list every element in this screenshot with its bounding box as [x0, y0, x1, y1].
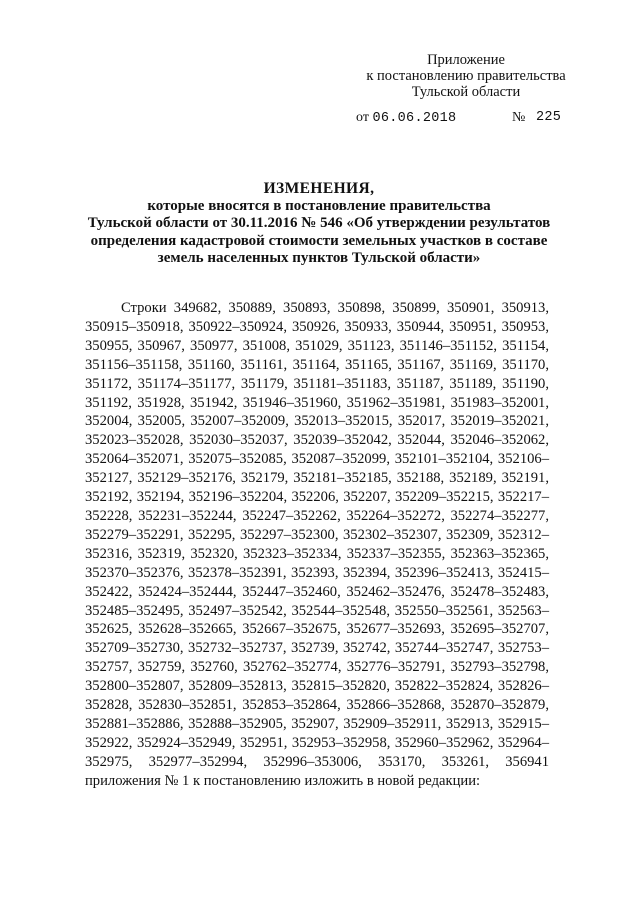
resolution-number: 225 — [536, 110, 562, 125]
title-line-3: Тульской области от 30.11.2016 № 546 «Об утверждении результатов — [87, 215, 551, 232]
number-sign: № — [512, 110, 526, 125]
document-body — [85, 299, 549, 791]
document-title — [60, 180, 578, 268]
appendix-reference-line: к постановлению правительства — [366, 68, 566, 84]
paragraph-ending: приложения № 1 к постановлению изложить в новой редакции: — [85, 772, 481, 789]
title-line-5: земель населенных пунктов Тульской области» — [157, 250, 481, 267]
title-heading: ИЗМЕНЕНИЯ, — [263, 180, 375, 197]
date-prefix: от — [356, 110, 369, 125]
title-line-4: определения кадастровой стоимости земельных участков в составе — [90, 232, 548, 249]
date-number-line — [356, 110, 566, 126]
appendix-region-line: Тульской области — [411, 84, 521, 100]
title-line-2: которые вносятся в постановление правительства — [147, 197, 491, 214]
resolution-date: 06.06.2018 — [372, 111, 457, 126]
appendix-header — [330, 52, 602, 100]
row-list-paragraph: Строки 349682, 350889, 350893, 350898, 350899, 350901, 350913, 350915–350918, 350922–350924, 350926, 350933, 350944, 350951, 350953, 350955, 350967, 350977, 351008, 351029, 351123, 351146–351152, 351154, 351156–351158, 351160, 351161, 351164, 351165, 351167, 351169, 351170, 351172, 351174–351177, 351179, 351181–351183, 351187, 351189, 351190, 351192, 351928, 351942, 351946–351960, 351962–351981, 351983–352001, 352004, 352005, 352007–352009, 352013–352015, 352017, 352019–352021, 352023–352028, 352030–352037, 352039–352042, 352044, 352046–352062, 352064–352071, 352075–352085, 352087–352099, 352101–352104, 352106–352127, 352129–352176, 352179, 352181–352185, 352188, 352189, 352191, 352192, 352194, 352196–352204, 352206, 352207, 352209–352215, 352217–352228, 352231–352244, 352247–352262, 352264–352272, 352274–352277, 352279–352291, 352295, 352297–352300, 352302–352307, 352309, 352312–352316, 352319, 352320, 352323–352334, 352337–352355, 352363–352365, 352370–352376, 352378–352391, 352393, 352394, 352396–352413, 352415–352422, 352424–352444, 352447–352460, 352462–352476, 352478–352483, 352485–352495, 352497–352542, 352544–352548, 352550–352561, 352563–352625, 352628–352665, 352667–352675, 352677–352693, 352695–352707, 352709–352730, 352732–352737, 352739, 352742, 352744–352747, 352753–352757, 352759, 352760, 352762–352774, 352776–352791, 352793–352798, 352800–352807, 352809–352813, 352815–352820, 352822–352824, 352826–352828, 352830–352851, 352853–352864, 352866–352868, 352870–352879, 352881–352886, 352888–352905, 352907, 352909–352911, 352913, 352915–352922, 352924–352949, 352951, 352953–352958, 352960–352962, 352964–352975, 352977–352994, 352996–353006, 353170, 353261, 356941 — [85, 300, 549, 770]
appendix-label: Приложение — [427, 52, 505, 68]
